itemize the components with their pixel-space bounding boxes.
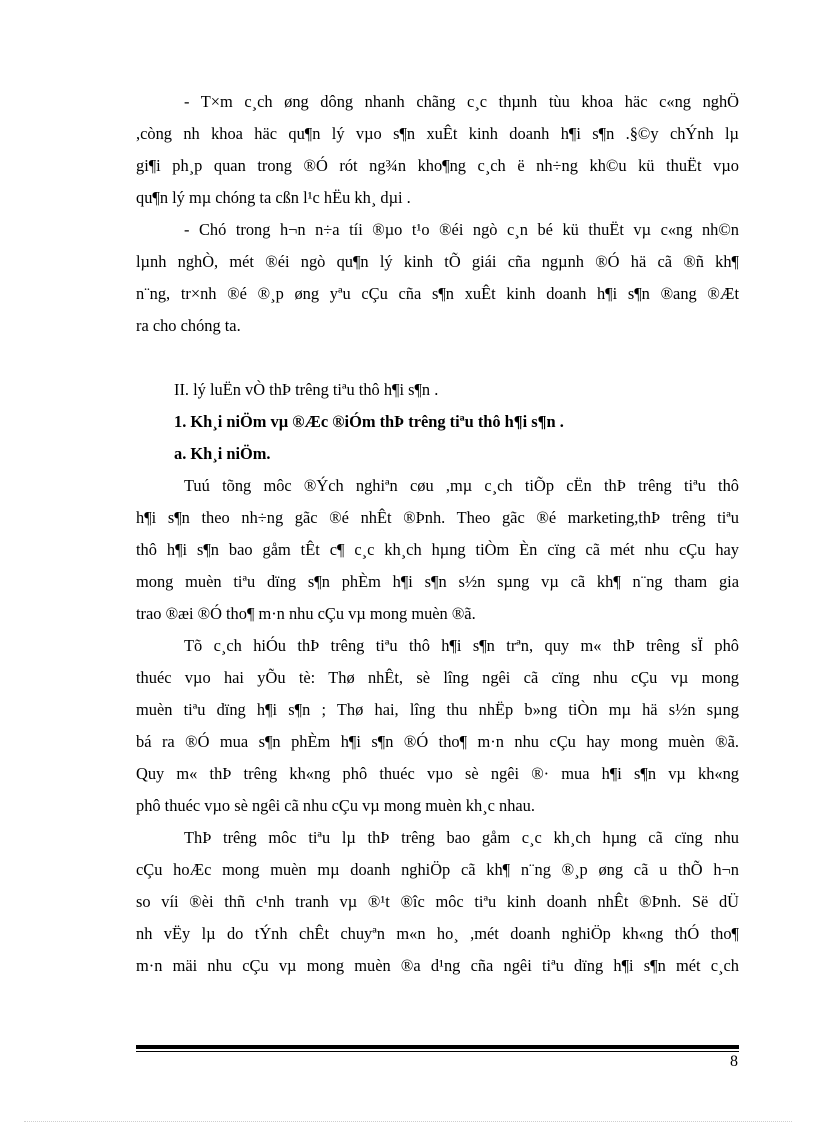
text-line: ,còng nh khoa häc qu¶n lý vµo s¶n xuÊt kinh doanh h¶i s¶n .§©y chÝnh lµ <box>136 124 739 143</box>
text-line: Quy m« thÞ trêng kh«ng phô thuéc vµo sè ngêi ®· mua h¶i s¶n vµ kh«ng <box>136 764 739 783</box>
text-line: nh vËy lµ do tÝnh chÊt chuyªn m«n ho¸ ,mét doanh nghiÖp kh«ng thÓ tho¶ <box>136 924 739 943</box>
text-line: gi¶i ph¸p quan trong ®Ó rót ng¾n kho¶ng c¸ch ë nh÷ng kh©u kü thuËt vµo <box>136 156 739 175</box>
section-heading: II. lý luËn vÒ thÞ trêng tiªu thô h¶i s¶n . <box>174 380 439 399</box>
text-line: lµnh nghÒ, mét ®éi ngò qu¶n lý kinh tÕ giái cña ngµnh ®Ó hä cã ®ñ kh¶ <box>136 252 739 271</box>
text-line: Tuú tõng môc ®Ých nghiªn cøu ,mµ c¸ch tiÕp cËn thÞ trêng tiªu thô <box>184 476 739 495</box>
text-line: qu¶n lý mµ chóng ta cßn l¹c hËu kh¸ dµi . <box>136 188 411 207</box>
text-line: Tõ c¸ch hiÓu thÞ trêng tiªu thô h¶i s¶n trªn, quy m« thÞ trêng sÏ phô <box>184 636 739 655</box>
paragraph-1 <box>136 86 739 214</box>
text-line: mong muèn tiªu dïng s¶n phÈm h¶i s¶n s½n sµng vµ cã kh¶ n¨ng tham gia <box>136 572 739 591</box>
footer-rule <box>136 1045 739 1052</box>
spacer <box>136 342 739 374</box>
text-line: thô h¶i s¶n bao gåm tÊt c¶ c¸c kh¸ch hµng tiÒm Èn cïng cã mét nhu cÇu hay <box>136 540 739 559</box>
text-line: - T×m c¸ch øng dông nhanh chãng c¸c thµnh tùu khoa häc c«ng nghÖ <box>184 92 739 111</box>
text-line: ra cho chóng ta. <box>136 316 241 335</box>
text-line: phô thuéc vµo sè ngêi cã nhu cÇu vµ mong muèn kh¸c nhau. <box>136 796 535 815</box>
footer-rule-thick <box>136 1045 739 1049</box>
text-line: ThÞ trêng môc tiªu lµ thÞ trêng bao gåm c¸c kh¸ch hµng cã cïng nhu <box>184 828 739 847</box>
text-line: muèn tiªu dïng h¶i s¶n ; Thø hai, lîng thu nhËp b»ng tiÒn mµ hä s½n sµng <box>136 700 739 719</box>
page-edge-divider <box>24 1121 792 1122</box>
paragraph-3 <box>136 470 739 630</box>
text-line: h¶i s¶n theo nh÷ng gãc ®é nhÊt ®Þnh. Theo gãc ®é marketing,thÞ trêng tiªu <box>136 508 739 527</box>
page-content <box>136 86 739 982</box>
text-line: m·n mäi nhu cÇu vµ mong muèn ®a d¹ng cña ngêi tiªu dïng h¶i s¶n mét c¸ch <box>136 956 739 975</box>
paragraph-4 <box>136 630 739 822</box>
paragraph-5 <box>136 822 739 982</box>
text-line: bá ra ®Ó mua s¶n phÈm h¶i s¶n ®Ó tho¶ m·n nhu cÇu hay mong muèn ®ã. <box>136 732 739 751</box>
paragraph-2 <box>136 214 739 342</box>
page-number: 8 <box>730 1053 738 1070</box>
text-line: thuéc vµo hai yÕu tè: Thø nhÊt, sè lîng ngêi cã cïng nhu cÇu vµ mong <box>136 668 739 687</box>
text-line: so víi ®èi thñ c¹nh tranh vµ ®¹t ®îc môc tiªu kinh doanh nhÊt ®Þnh. Së dÜ <box>136 892 739 911</box>
text-line: - Chó trong h¬n n÷a tíi ®µo t¹o ®éi ngò c¸n bé kü thuËt vµ c«ng nh©n <box>184 220 739 239</box>
subsubsection-heading: a. Kh¸i niÖm. <box>174 444 271 463</box>
text-line: trao ®æi ®Ó tho¶ m·n nhu cÇu vµ mong muèn ®ã. <box>136 604 476 623</box>
text-line: cÇu hoÆc mong muèn mµ doanh nghiÖp cã kh¶ n¨ng ®¸p øng cã u thÕ h¬n <box>136 860 739 879</box>
footer-rule-thin <box>136 1051 739 1052</box>
text-line: n¨ng, tr×nh ®é ®¸p øng yªu cÇu cña s¶n xuÊt kinh doanh h¶i s¶n ®ang ®Æt <box>136 284 739 303</box>
subsection-heading: 1. Kh¸i niÖm vµ ®Æc ®iÓm thÞ trêng tiªu thô h¶i s¶n . <box>174 412 564 431</box>
